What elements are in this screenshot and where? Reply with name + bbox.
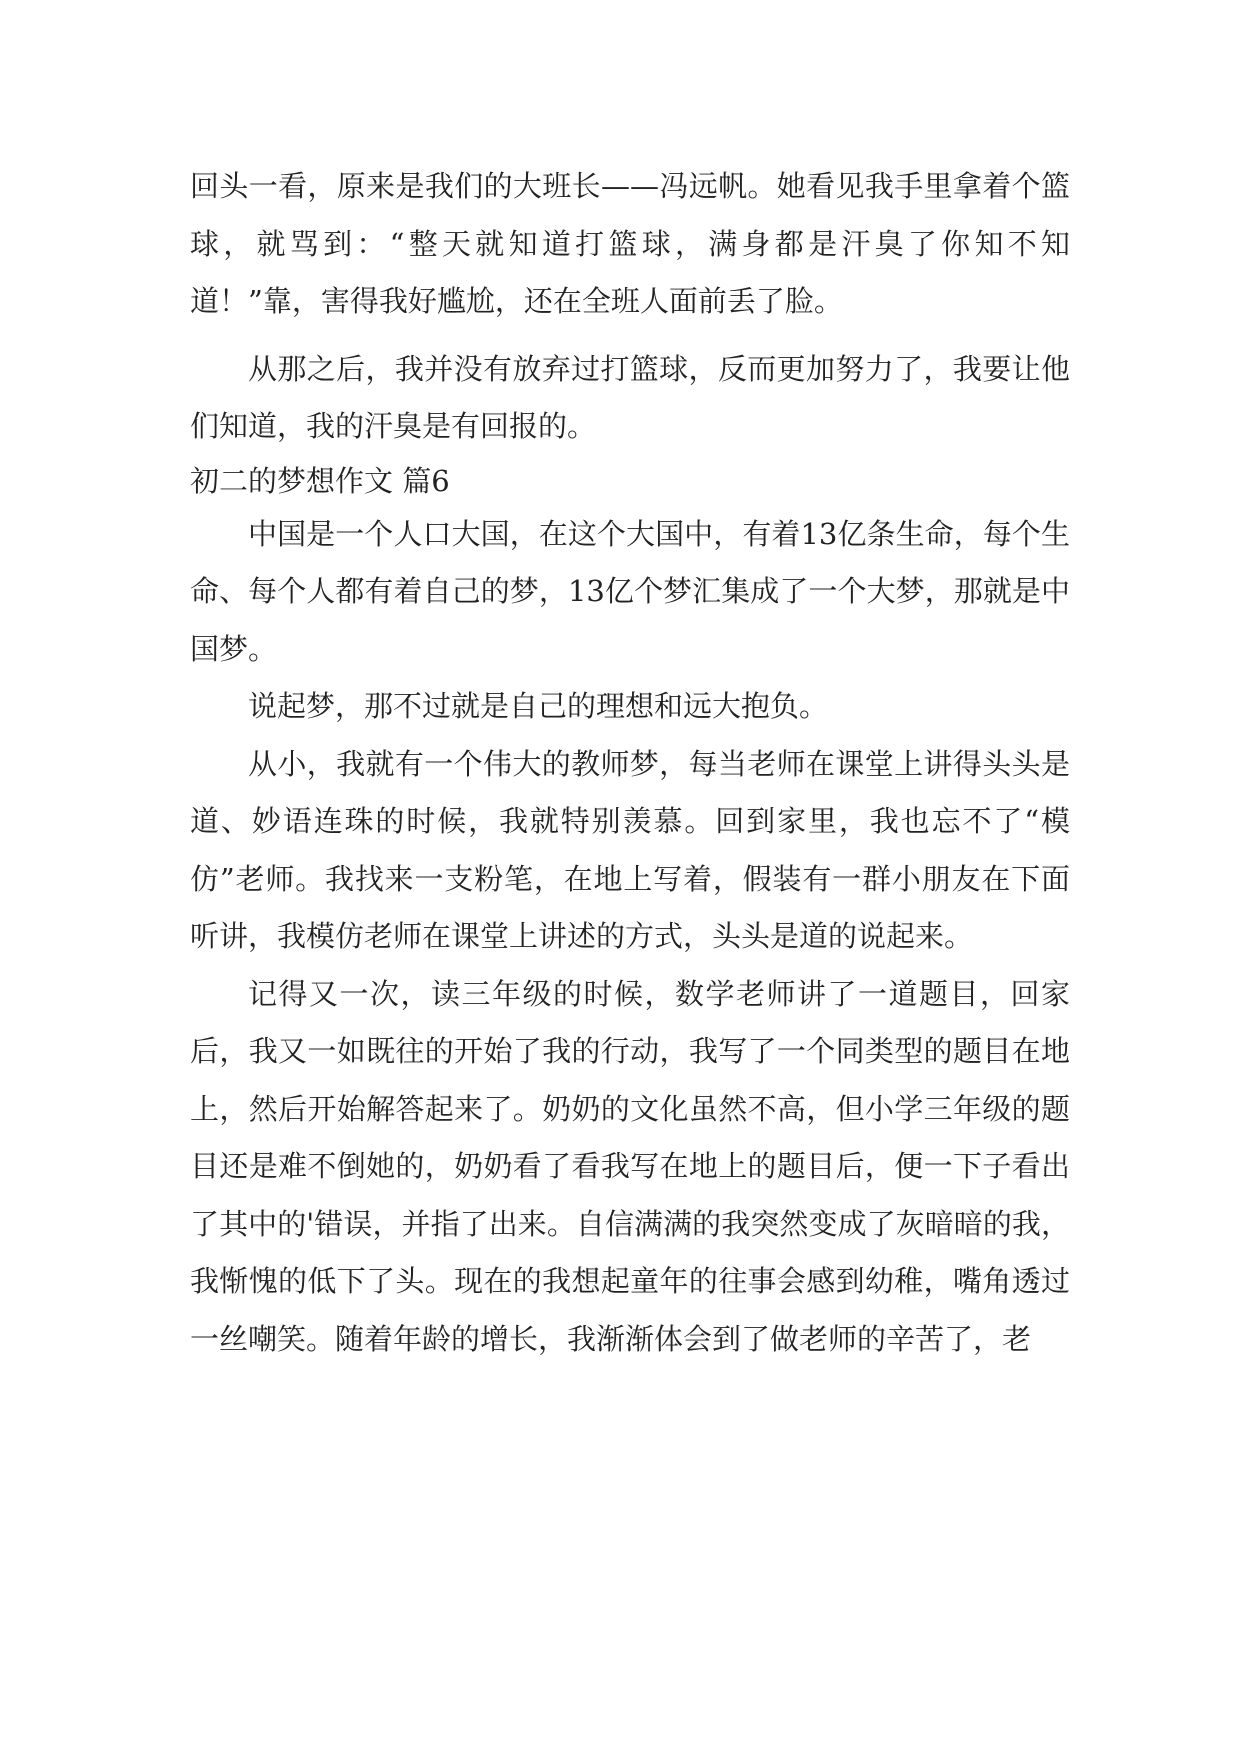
paragraph: 记得又一次，读三年级的时候，数学老师讲了一道题目，回家后，我又一如既往的开始了我的行动，我写了一个同类型的题目在地上，然后开始解答起来了。奶奶的文化虽然不高，但小学三年级的题目还是难不倒她的，奶奶看了看我写在地上的题目后，便一下子看出了其中的'错误，并指了出来。自信满满的我突然变成了灰暗暗的我，我惭愧的低下了头。现在的我想起童年的往事会感到幼稚，嘴角透过一丝嘲笑。随着年龄的增长，我渐渐体会到了做老师的辛苦了，老 — [190, 976, 1070, 1356]
paragraph-continued: 回头一看，原来是我们的大班长——冯远帆。她看见我手里拿着个篮球，就骂到：“整天就知道打篮球，满身都是汗臭了你知不知道！”靠，害得我好尴尬，还在全班人面前丢了脸。 — [190, 169, 1070, 318]
section-heading: 初二的梦想作文 篇6 — [190, 463, 450, 498]
paragraph: 中国是一个人口大国，在这个大国中，有着13亿条生命，每个生命、每个人都有着自己的梦，13亿个梦汇集成了一个大梦，那就是中国梦。 — [190, 516, 1070, 666]
paragraph: 从小，我就有一个伟大的教师梦，每当老师在课堂上讲得头头是道、妙语连珠的时候，我就特别羡慕。回到家里，我也忘不了“模仿”老师。我找来一支粉笔，在地上写着，假装有一群小朋友在下面听讲，我模仿老师在课堂上讲述的方式，头头是道的说起来。 — [190, 746, 1070, 953]
paragraph: 从那之后，我并没有放弃过打篮球，反而更加努力了，我要让他们知道，我的汗臭是有回报的。 — [190, 351, 1070, 443]
document-body — [190, 158, 1070, 1368]
paragraph: 说起梦，那不过就是自己的理想和远大抱负。 — [248, 689, 829, 723]
